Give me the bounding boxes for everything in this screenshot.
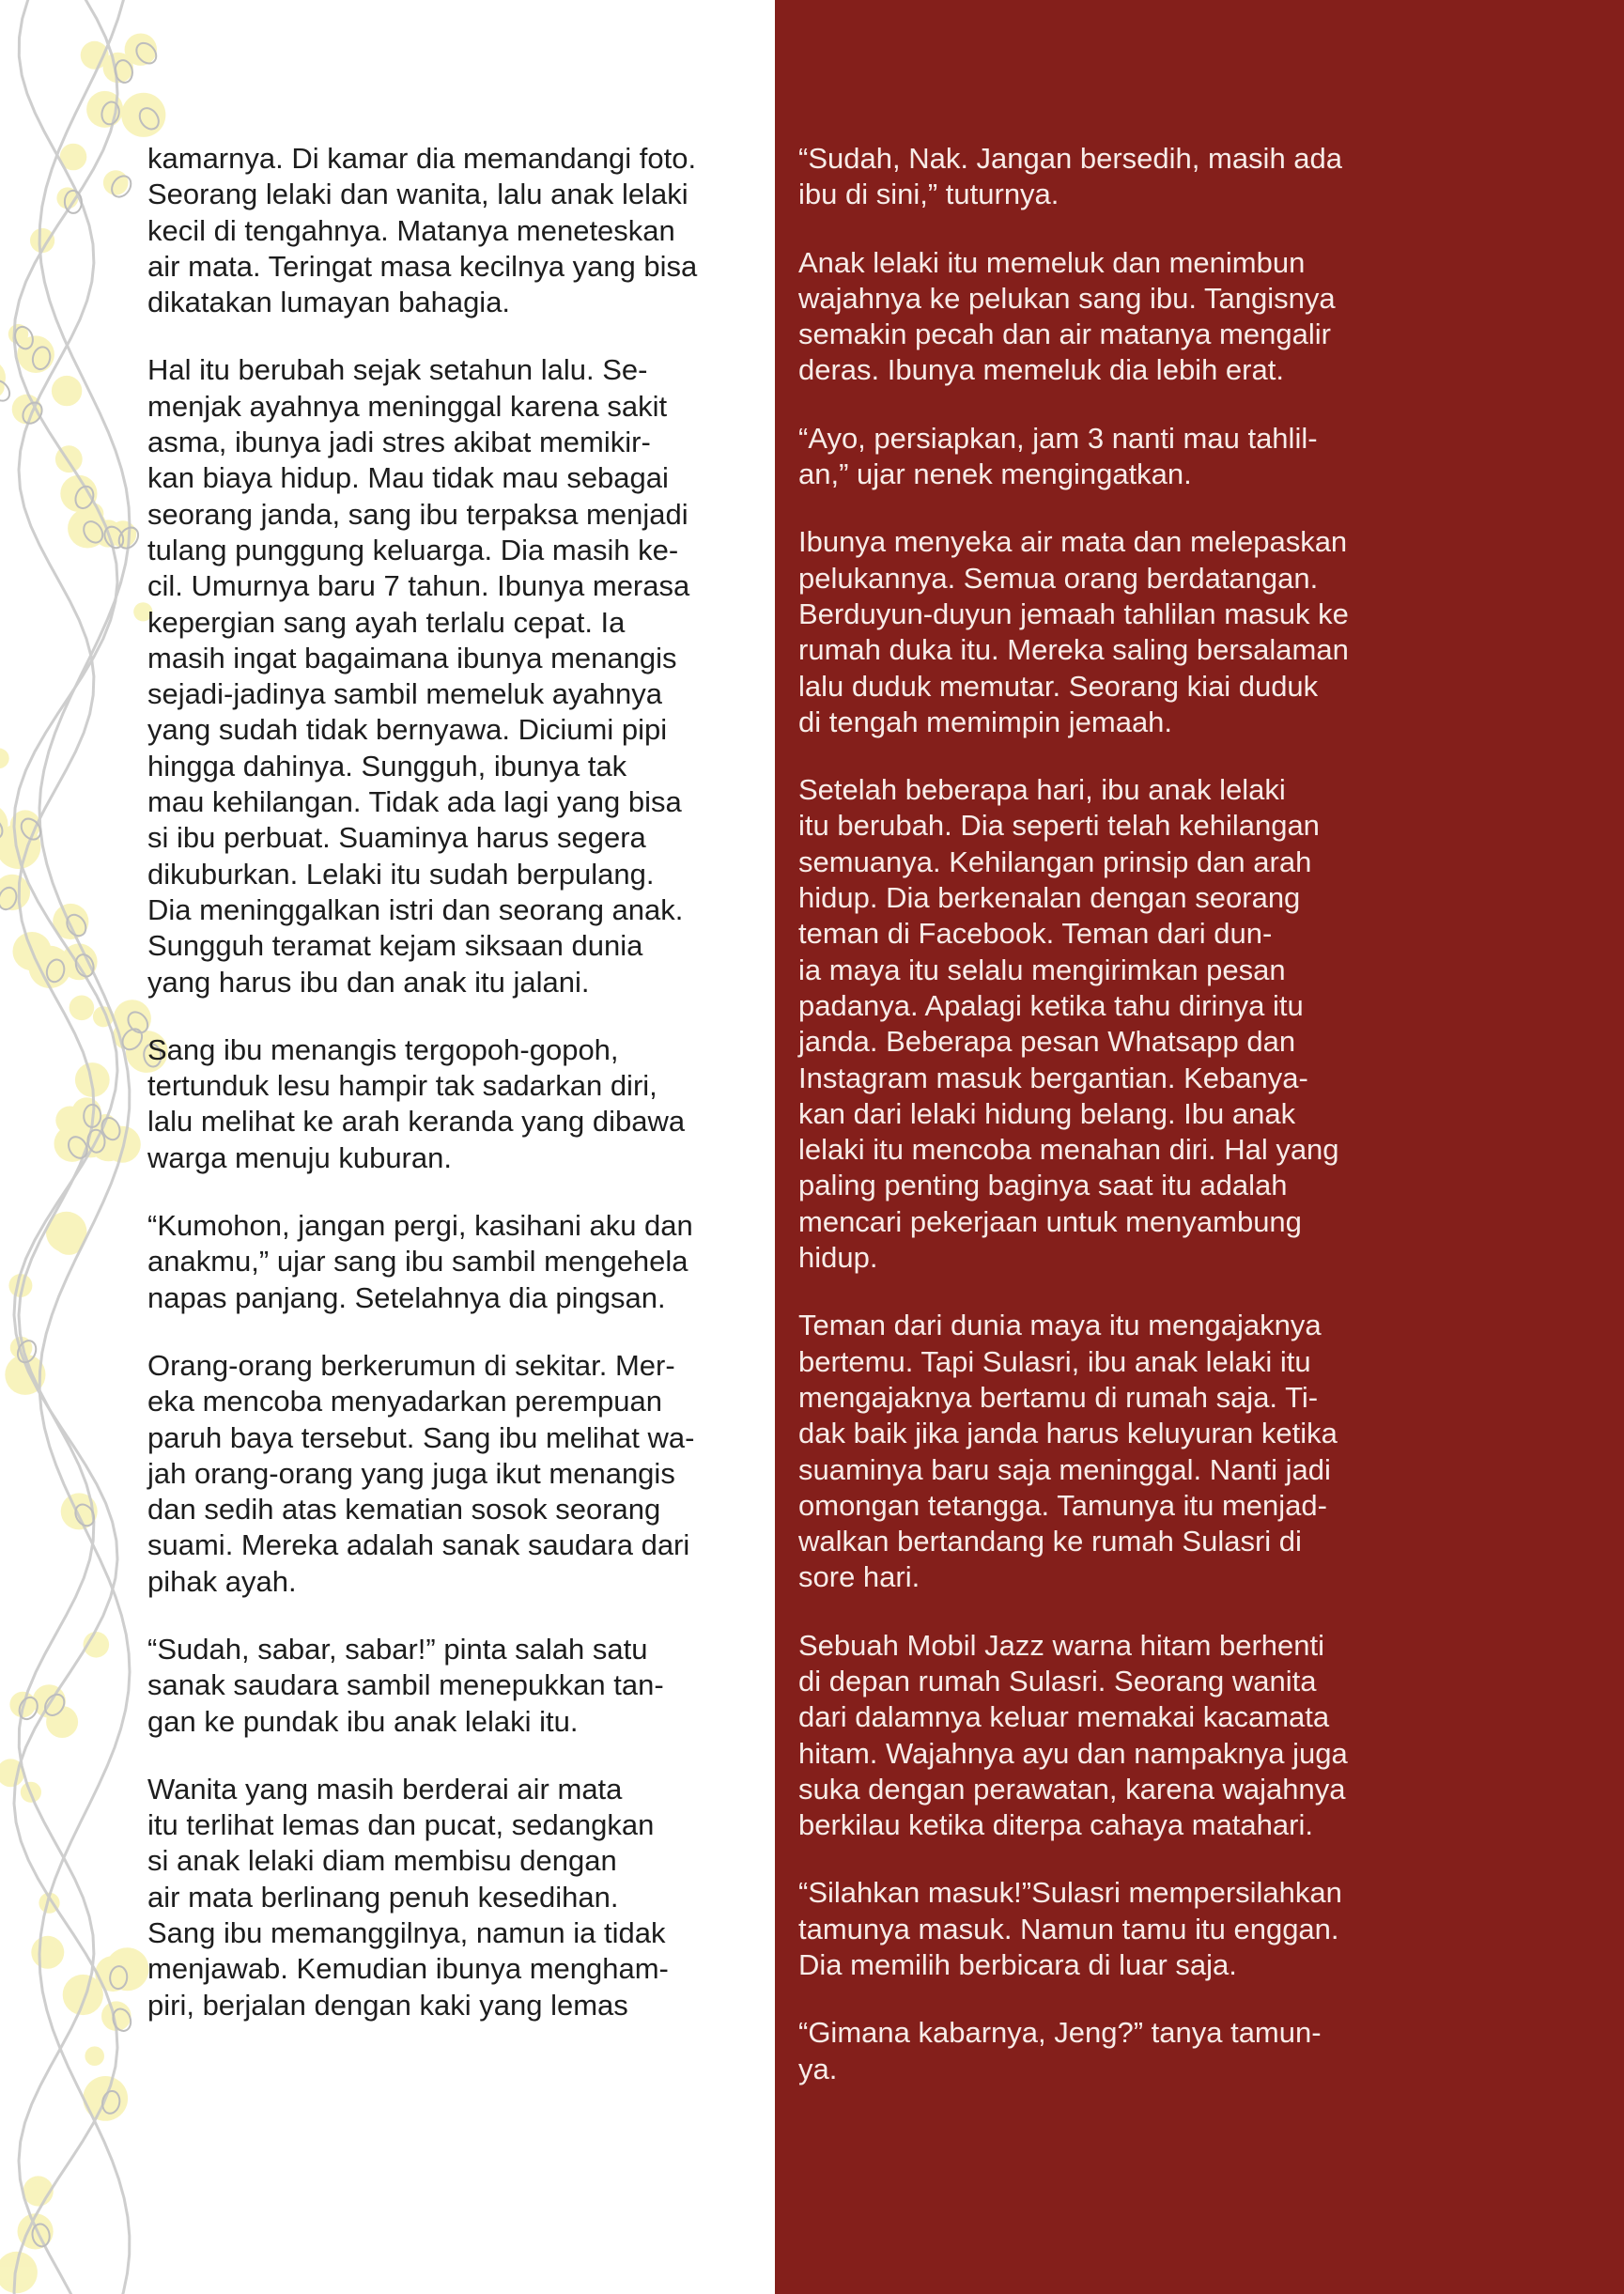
right-paragraph-8: “Silahkan masuk!”Sulasri mempersilahkan tamunya masuk. Namun tamu itu enggan. Dia memilih berbicara di luar saja. (798, 1876, 1342, 1982)
left-paragraph-3: Sang ibu menangis tergopoh-gopoh, tertunduk lesu hampir tak sadarkan diri, lalu melihat ke arah keranda yang dibawa warga menuju kuburan. (147, 1032, 686, 1174)
right-paragraph-6: Teman dari dunia maya itu mengajaknya bertemu. Tapi Sulasri, ibu anak lelaki itu mengajaknya bertamu di rumah saja. Ti- dak baik jika janda harus keluyuran ketika suaminya baru saja meninggal. Nanti jadi omongan tetangga. Tamunya itu menjad- walkan bertandang ke rumah Sulasri di sore hari. (798, 1309, 1338, 1594)
right-text-column (798, 141, 1409, 2119)
left-paragraph-6: “Sudah, sabar, sabar!” pinta salah satu sanak saudara sambil menepukkan tan- gan ke pundak ibu anak lelaki itu. (147, 1632, 664, 1738)
left-paragraph-7: Wanita yang masih berderai air mata itu terlihat lemas dan pucat, sedangkan si anak lelaki diam membisu dengan air mata berlinang penuh kesedihan. Sang ibu memanggilnya, namun ia tidak menjawab. Kemudian ibunya mengham- piri, berjalan dengan kaki yang lemas (147, 1772, 669, 2022)
left-paragraph-1: kamarnya. Di kamar dia memandangi foto. Seorang lelaki dan wanita, lalu anak lelaki kecil di tengahnya. Matanya meneteskan air mata. Teringat masa kecilnya yang bisa dikatakan lumayan bahagia. (147, 142, 698, 319)
right-paragraph-3: “Ayo, persiapkan, jam 3 nanti mau tahlil- an,” ujar nenek mengingatkan. (798, 421, 1318, 491)
left-paragraph-2: Hal itu berubah sejak setahun lalu. Se- menjak ayahnya meninggal karena sakit asma, ibunya jadi stres akibat memikir- kan biaya hidup. Mau tidak mau sebagai seorang janda, sang ibu terpaksa menjadi tulang punggung keluarga. Dia masih ke- cil. Umurnya baru 7 tahun. Ibunya merasa kepergian sang ayah terlalu cepat. Ia masih ingat bagaimana ibunya menangis sejadi-jadinya sambil memeluk ayahnya yang sudah tidak bernyawa. Diciumi pipi hingga dahinya. Sungguh, ibunya tak mau kehilangan. Tidak ada lagi yang bisa si ibu perbuat. Suaminya harus segera dikuburkan. Lelaki itu sudah berpulang. Dia meninggalkan istri dan seorang anak. Sungguh teramat kejam siksaan dunia yang harus ibu dan anak itu jalani. (147, 353, 690, 999)
right-paragraph-2: Anak lelaki itu memeluk dan menimbun wajahnya ke pelukan sang ibu. Tangisnya semakin pecah dan air matanya mengalir deras. Ibunya memeluk dia lebih erat. (798, 245, 1336, 387)
left-text-column (147, 141, 758, 2055)
right-paragraph-5: Setelah beberapa hari, ibu anak lelaki itu berubah. Dia seperti telah kehilangan semuanya. Kehilangan prinsip dan arah hidup. Dia berkenalan dengan seorang teman di Facebook. Teman dari dun- ia maya itu selalu mengirimkan pesan padanya. Apalagi ketika tahu dirinya itu janda. Beberapa pesan Whatsapp dan Instagram masuk bergantian. Kebanya- kan dari lelaki hidung belang. Ibu anak lelaki itu mencoba menahan diri. Hal yang paling penting baginya saat itu adalah mencari pekerjaan untuk menyambung hidup. (798, 773, 1339, 1275)
left-paragraph-4: “Kumohon, jangan pergi, kasihani aku dan anakmu,” ujar sang ibu sambil mengehela napas panjang. Setelahnya dia pingsan. (147, 1209, 693, 1314)
right-paragraph-1: “Sudah, Nak. Jangan bersedih, masih ada ibu di sini,” tuturnya. (798, 142, 1343, 211)
left-column (0, 0, 775, 2294)
left-paragraph-5: Orang-orang berkerumun di sekitar. Mer- eka mencoba menyadarkan perempuan paruh baya tersebut. Sang ibu melihat wa- jah orang-orang yang juga ikut menangis dan sedih atas kematian sosok seorang suami. Mereka adalah sanak saudara dari pihak ayah. (147, 1348, 695, 1598)
right-paragraph-4: Ibunya menyeka air mata dan melepaskan pelukannya. Semua orang berdatangan. Berduyun-duyun jemaah tahlilan masuk ke rumah duka itu. Mereka saling bersalaman lalu duduk memutar. Seorang kiai duduk di tengah memimpin jemaah. (798, 525, 1349, 738)
right-paragraph-9: “Gimana kabarnya, Jeng?” tanya tamun- ya. (798, 2016, 1322, 2085)
right-paragraph-7: Sebuah Mobil Jazz warna hitam berhenti di depan rumah Sulasri. Seorang wanita dari dalamnya keluar memakai kacamata hitam. Wajahnya ayu dan nampaknya juga suka dengan perawatan, karena wajahnya berkilau ketika diterpa cahaya matahari. (798, 1628, 1348, 1842)
